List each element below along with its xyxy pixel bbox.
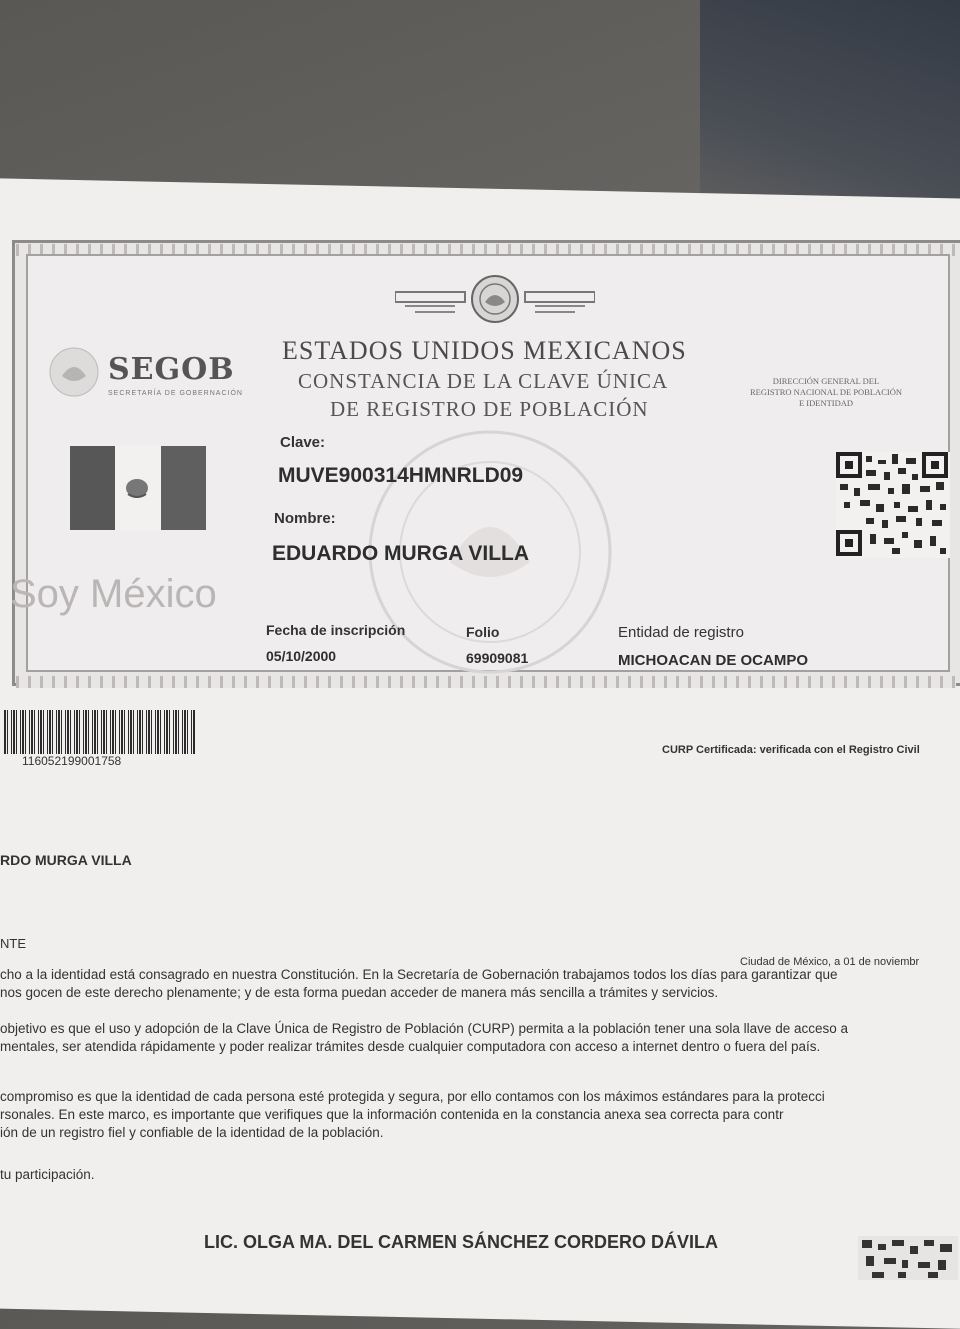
paragraph-line: mentales, ser atendida rápidamente y poder realizar trámites desde cualquier computadora con acceso a internet dentro o fuera del país. [0,1039,821,1054]
footer-qr-code-icon [858,1236,958,1280]
paragraph-line: compromiso es que la identidad de cada persona esté protegida y segura, por ello contamos con los máximos estándares para la protecci [0,1089,825,1104]
direction-line: REGISTRO NACIONAL DE POBLACIÓN [750,387,902,397]
mexican-flag-icon [70,446,206,530]
national-seal-banner-icon [395,274,595,324]
signatory-name: LIC. OLGA MA. DEL CARMEN SÁNCHEZ CORDERO DÁVILA [204,1232,719,1252]
letter-paragraph [0,966,838,1002]
letter-recipient: RDO MURGA VILLA [0,852,132,868]
issuing-direction [726,376,926,409]
document-title-line2: DE REGISTRO DE POBLACIÓN [330,397,649,421]
curp-value: MUVE900314HMNRLD09 [278,464,524,487]
barcode [4,710,196,754]
paragraph-line: objetivo es que el uso y adopción de la Clave Única de Registro de Población (CURP) permita a la población tener una sola llave de acceso a [0,1021,848,1036]
letter-closing: tu participación. [0,1167,95,1182]
document-title-line1: CONSTANCIA DE LA CLAVE ÚNICA [298,369,669,393]
nombre-value: EDUARDO MURGA VILLA [272,542,530,565]
paragraph-line: nos gocen de este derecho plenamente; y de esta forma puedan acceder de manera más sencilla a trámites y servicios. [0,985,719,1000]
paragraph-line: cho a la identidad está consagrado en nuestra Constitución. En la Secretaría de Gobernación trabajamos todos los días para garantizar que [0,967,838,982]
qr-code-icon [836,452,950,558]
paragraph-line: ión de un registro fiel y confiable de la identidad de la población. [0,1125,384,1140]
barcode-number: 116052199001758 [22,754,122,768]
curp-certified-note: CURP Certificada: verificada con el Registro Civil [662,744,920,756]
segob-logo: SEGOB [108,352,235,387]
mexico-shield-icon [48,346,100,398]
country-title: ESTADOS UNIDOS MEXICANOS [282,336,687,365]
folio-label: Folio [466,624,500,640]
entidad-registro-label: Entidad de registro [618,624,744,641]
letter-paragraph [0,1020,848,1056]
flag-eagle-icon [122,474,152,500]
flag-white-stripe [115,446,160,530]
paragraph-line: rsonales. En este marco, es importante que verifiques que la información contenida en la constancia anexa sea correcta para contr [0,1107,784,1122]
letter-paragraph [0,1088,825,1142]
flag-green-stripe [70,446,115,530]
clave-label: Clave: [280,434,326,451]
direction-line: DIRECCIÓN GENERAL DEL [772,376,880,386]
fecha-inscripcion-value: 05/10/2000 [266,648,337,664]
folio-value: 69909081 [466,650,529,666]
letter-place-date: Ciudad de México, a 01 de noviembr [740,956,920,968]
entidad-registro-value: MICHOACAN DE OCAMPO [618,652,808,669]
flag-red-stripe [161,446,206,530]
letter-salutation: NTE [0,936,26,951]
fecha-inscripcion-label: Fecha de inscripción [266,622,406,638]
segob-subtitle: SECRETARÍA DE GOBERNACIÓN [108,390,243,397]
nombre-label: Nombre: [274,510,336,527]
direction-line: E IDENTIDAD [798,398,854,408]
soy-mexico-slogan: Soy México [10,572,217,616]
